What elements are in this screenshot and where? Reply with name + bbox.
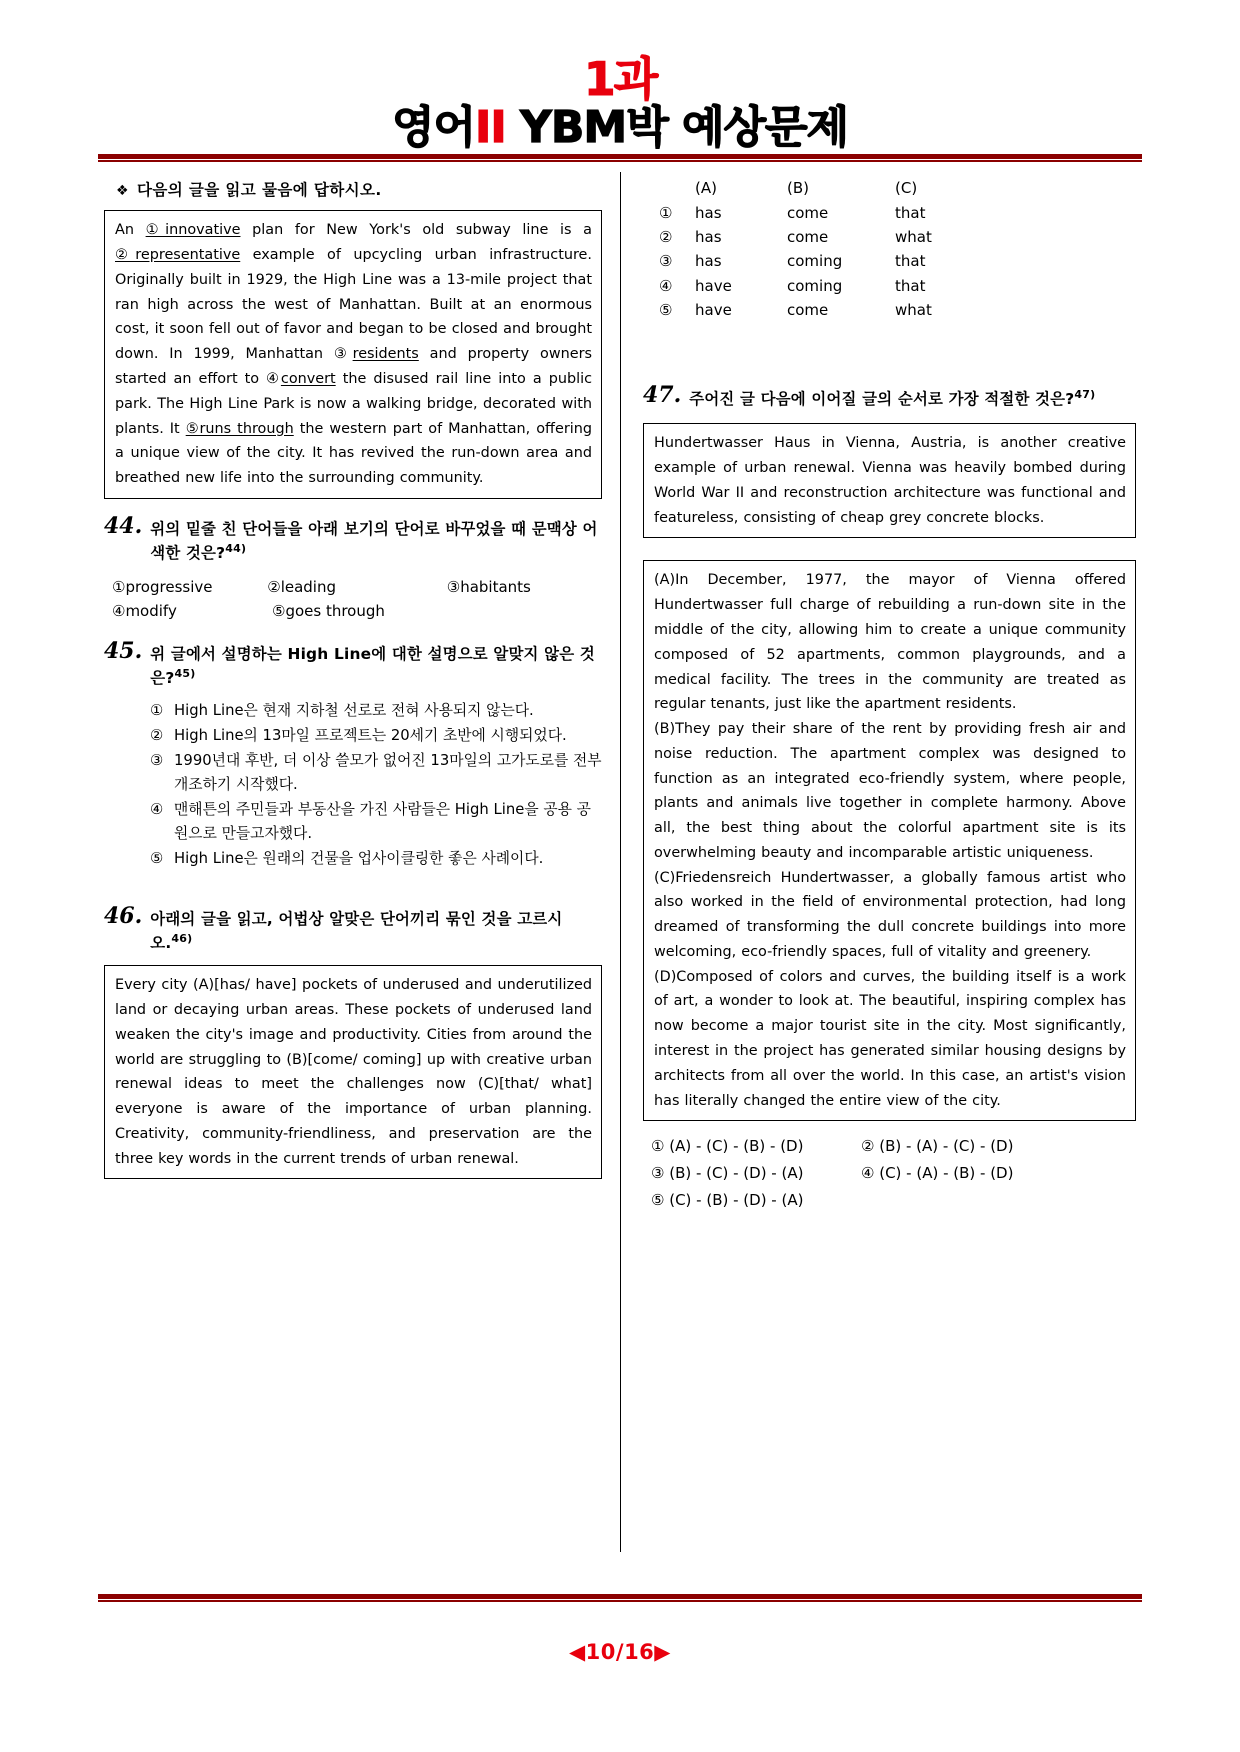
header-divider [98,154,1142,162]
choice-45-3-mark: ③ [150,752,164,770]
row-1-c: that [895,203,926,222]
underlined-word-5: ⑤runs through [185,420,294,437]
question-45-head [104,637,602,690]
list-item[interactable] [150,749,602,797]
row-5-c: what [895,300,932,319]
title-subject: 영어 [391,102,475,153]
diamond-bullet-icon: ❖ [116,183,129,200]
row-3-c: that [895,252,926,271]
question-44-head [104,512,602,565]
choice-45-2-text: High Line의 13마일 프로젝트는 20세기 초반에 시행되었다. [174,727,567,745]
question-44 [104,512,602,624]
choice-45-3-text: 1990년대 후반, 더 이상 쓸모가 없어진 13마일의 고가도로를 전부 개조하기 시작했다. [174,752,602,793]
choice-44-4[interactable]: ④modify [112,602,177,621]
question-45-prompt [150,640,602,690]
choice-45-2-mark: ② [150,727,164,745]
question-47 [643,384,1136,1213]
column-header-c: (C) [895,179,918,198]
page-title [0,104,1240,152]
question-44-superscript: 44) [225,541,247,555]
row-3-a: has [695,252,722,271]
choice-45-4-text: 맨해튼의 주민들과 부동산을 가진 사람들은 High Line을 공용 공원으로 만들고자했다. [174,800,591,842]
question-46-prompt-text: 아래의 글을 읽고, 어법상 알맞은 단어끼리 묶인 것을 고르시오. [150,909,563,953]
underlined-word-2: ②representative [115,247,241,264]
table-row[interactable] [659,249,1136,273]
passage-urban-renewal [104,965,602,1179]
choice-47-2[interactable]: ② (B) - (A) - (C) - (D) [861,1137,1014,1156]
page-header [0,0,1240,152]
question-44-prompt-text: 위의 밑줄 친 단어들을 아래 보기의 단어로 바꾸었을 때 문맥상 어색한 것은? [150,519,598,563]
question-45-choices [110,699,602,871]
underlined-word-3: residents [352,346,419,363]
choice-45-4-mark: ④ [150,800,164,818]
question-47-number: 47. [643,382,682,409]
choice-row [112,575,602,599]
list-item[interactable] [150,798,602,846]
page-number: ◀10/16▶ [569,1640,671,1664]
instruction-line [116,178,602,200]
question-45-superscript: 45) [174,666,196,680]
choice-44-3[interactable]: ③habitants [446,578,531,597]
row-1-mark: ① [659,203,673,222]
title-level: II [474,102,506,153]
passage-urban-renewal-text: Every city (A)[has/ have] pockets of underused and underutilized land or decaying urban areas. These pockets of underused land weaken the city's image and productivity. Cities from around the world are struggling to (B)[come/ coming] up with creative urban renewal ideas to meet the challenges now (C)[that/ what] everyone is aware of the importance of urban planning. Creativity, community-friendliness, and preservation are the three key words in the current trends of urban renewal. [115,977,592,1167]
passage-high-line-text: An ①innovative plan for New York's old subway line is a ②representative example of upcycling urban infrastructure. Originally built in 1929, the High Line was a 13-mile project that ran high across the west of Manhattan. Built at an enormous cost, it soon fell out of favor and began to be closed and brought down. In 1999, Manhattan ③residents and property owners started an effort to ④convert the disused rail line into a public park. The High Line Park is now a walking bridge, decorated with plants. It ⑤runs through the western part of Manhattan, offering a unique view of the city. It has revived the run-down area and breathed new life into the surrounding community. [115,222,592,487]
row-2-b: come [787,227,829,246]
choice-45-5-text: High Line은 원래의 건물을 업사이클링한 좋은 사례이다. [174,849,544,867]
choice-47-3[interactable]: ③ (B) - (C) - (D) - (A) [651,1164,804,1182]
choice-row [112,599,602,623]
row-3-mark: ③ [659,252,673,271]
row-5-mark: ⑤ [659,300,673,319]
choice-47-5[interactable]: ⑤ (C) - (B) - (D) - (A) [651,1190,804,1209]
row-4-mark: ④ [659,276,673,295]
table-row[interactable] [659,274,1136,298]
question-46-number: 46. [104,902,143,929]
question-45-prompt-post: 에 대한 설명으로 알맞지 않은 것은? [150,644,595,687]
question-45-prompt-pre: 위 글에서 설명하는 [150,644,288,663]
choice-45-1-mark: ① [150,702,164,720]
row-4-c: that [895,276,926,295]
table-header-row [659,176,1136,200]
instruction-text: 다음의 글을 읽고 물음에 답하시오. [136,181,382,200]
choice-47-4[interactable]: ④ (C) - (A) - (B) - (D) [861,1164,1014,1182]
passage-given-text: Hundertwasser Haus in Vienna, Austria, is another creative example of urban renewal. Vienna was heavily bombed during World War II and reconstruction architecture was functional and featureless, consisting of cheap grey concrete blocks. [654,435,1126,526]
question-47-head [643,384,1136,411]
row-2-a: has [695,227,722,246]
choice-44-1[interactable]: ①progressive [112,578,213,597]
question-46-superscript: 46) [171,931,193,945]
choice-44-5[interactable]: ⑤goes through [272,602,385,621]
question-45 [104,637,602,871]
column-header-a: (A) [695,179,717,198]
right-column [620,172,1142,1552]
choice-row [651,1187,1136,1214]
table-row[interactable] [659,225,1136,249]
question-47-prompt-text: 주어진 글 다음에 이어질 글의 순서로 가장 적절한 것은? [689,390,1075,409]
underlined-word-1: ①innovative [145,222,241,239]
choice-45-5-mark: ⑤ [150,849,164,867]
passage-scrambled-paragraphs [643,560,1136,1121]
paragraph-c: (C)Friedensreich Hundertwasser, a globally famous artist who also worked in the field of environmental protection, had long dreamed of transforming the dull concrete buildings into more welcoming, eco-friendly spaces, full of vitality and greenery. [654,869,1126,960]
passage-high-line [104,210,602,498]
question-47-choices [651,1133,1136,1213]
list-item[interactable] [150,847,602,871]
table-row[interactable] [659,298,1136,322]
passage-given-hundertwasser [643,423,1136,538]
column-header-b: (B) [787,179,809,198]
question-46-prompt [150,905,602,955]
question-46-head [104,902,602,955]
question-44-choices [112,575,602,624]
question-46-answer-table [659,176,1136,322]
paragraph-d: (D)Composed of colors and curves, the building itself is a work of art, a wonder to look at. The beautiful, inspiring complex has now become a major tourist site in the city. Most significantly, interest in the project has generated similar housing designs by architects from all over the world. In this case, an artist's vision has literally changed the entire view of the city. [654,968,1126,1109]
row-5-a: have [695,300,732,319]
row-4-a: have [695,276,732,295]
lesson-title: 1과 [583,52,657,106]
choice-47-1[interactable]: ① (A) - (C) - (B) - (D) [651,1137,804,1156]
paragraph-a: (A)In December, 1977, the mayor of Vienna offered Hundertwasser full charge of rebuilding a run-down site in the middle of the city, allowing him to create a unique community composed of 52 apartments, common playgrounds, and a medical facility. The trees in the community are treated as regular tenants, just like the apartment residents. [654,572,1126,713]
content-columns [98,172,1142,1552]
choice-row [651,1160,1136,1187]
title-publisher: YBM박 예상문제 [505,102,849,153]
choice-45-1-text: High Line은 현재 지하철 선로로 전혀 사용되지 않는다. [174,702,534,720]
list-item[interactable] [150,699,602,723]
left-column [98,172,620,1552]
question-44-prompt [150,515,602,565]
question-47-prompt [689,384,1136,411]
list-item[interactable] [150,724,602,748]
row-3-b: coming [787,252,843,271]
question-45-number: 45. [104,637,143,664]
row-5-b: come [787,300,829,319]
question-45-prompt-keyword: High Line [287,644,372,663]
choice-44-2[interactable]: ②leading [267,578,337,597]
header-spacer [659,176,695,200]
row-1-b: come [787,203,829,222]
paragraph-b: (B)They pay their share of the rent by providing fresh air and noise reduction. The apartment complex was designed to function as an integrated eco-friendly system, where people, plants and animals live together in complete harmony. Above all, the best thing about the colorful apartment site is its overwhelming beauty and incomparable artistic uniqueness. [654,721,1126,861]
row-4-b: coming [787,276,843,295]
table-row[interactable] [659,201,1136,225]
underlined-word-4: convert [280,370,336,387]
row-1-a: has [695,203,722,222]
footer-divider [98,1594,1142,1602]
question-46 [104,902,602,1179]
question-47-superscript: 47) [1074,388,1096,402]
question-44-number: 44. [104,512,143,539]
row-2-c: what [895,227,932,246]
row-2-mark: ② [659,227,673,246]
choice-row [651,1133,1136,1160]
